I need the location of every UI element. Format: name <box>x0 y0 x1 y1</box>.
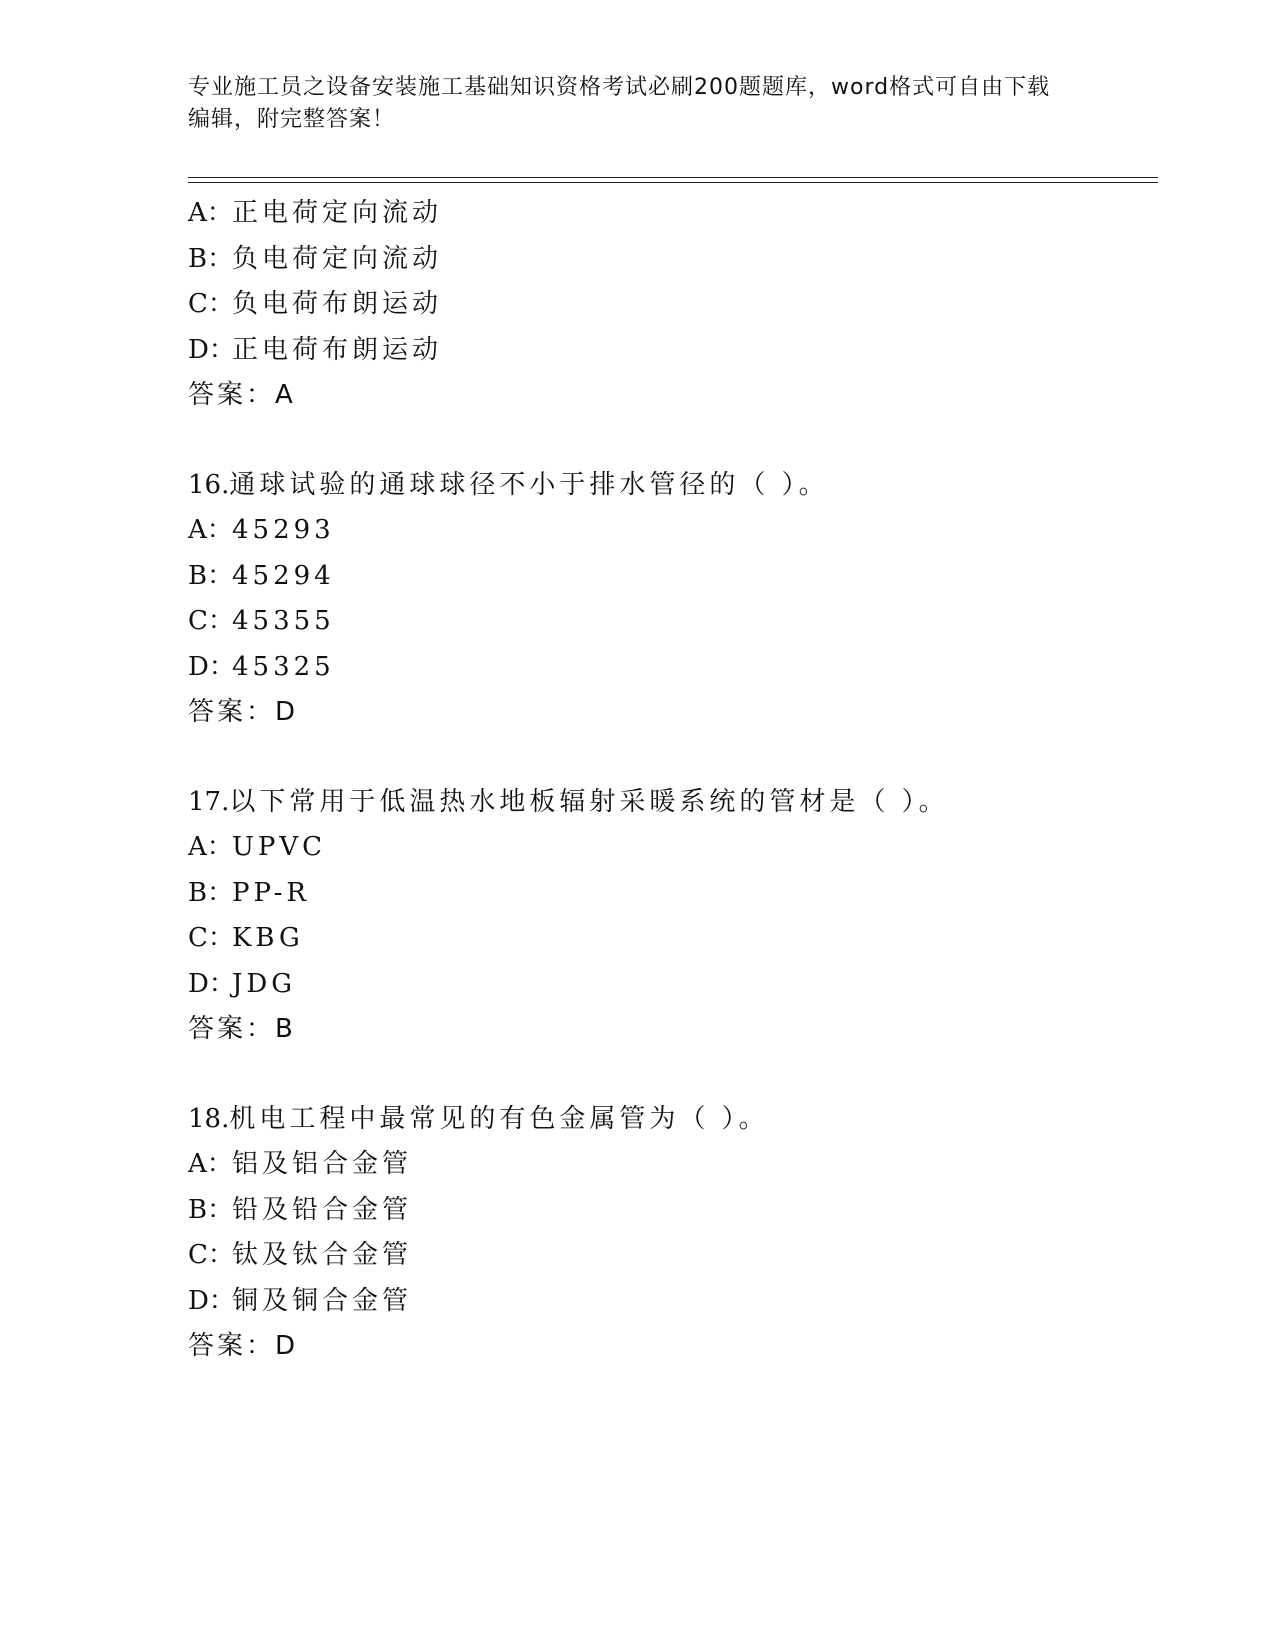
option-c <box>188 916 1158 962</box>
option-key: D： <box>188 651 235 682</box>
question-stem <box>188 780 1158 826</box>
option-text: 负电荷定向流动 <box>232 243 443 274</box>
question-block-16 <box>188 463 1158 736</box>
option-a <box>188 191 1158 237</box>
question-number: 16. <box>188 469 230 500</box>
question-number: 18. <box>188 1103 230 1134</box>
option-b <box>188 1188 1158 1234</box>
option-key: B： <box>188 560 234 591</box>
option-text: 45325 <box>232 651 335 682</box>
option-key: C： <box>188 289 234 319</box>
option-key: C： <box>188 1240 234 1270</box>
question-text: 以下常用于低温热水地板辐射采暖系统的管材是（ ）。 <box>229 786 949 817</box>
question-block-15 <box>188 191 1158 419</box>
header-divider-bottom <box>188 182 1158 183</box>
option-d <box>188 1279 1158 1325</box>
option-text: 正电荷布朗运动 <box>232 334 443 365</box>
question-stem <box>188 1097 1158 1143</box>
answer-line: 答案：B <box>188 1014 296 1044</box>
option-d <box>188 328 1158 374</box>
option-b <box>188 237 1158 283</box>
question-stem <box>188 463 1158 509</box>
option-c <box>188 282 1158 328</box>
question-list <box>188 191 1158 1370</box>
question-text: 通球试验的通球球径不小于排水管径的（ ）。 <box>229 469 829 500</box>
option-key: C： <box>188 923 234 953</box>
document-title: 专业施工员之设备安装施工基础知识资格考试必刷200题题库，word格式可自由下载编辑，附完整答案！ <box>188 75 1051 132</box>
option-text: 负电荷布朗运动 <box>232 289 443 319</box>
option-text: 45294 <box>232 560 335 591</box>
option-d <box>188 645 1158 691</box>
option-text: 铜及铜合金管 <box>232 1285 413 1316</box>
option-key: B： <box>188 877 234 908</box>
answer-line: 答案：D <box>188 697 299 727</box>
option-text: 钛及钛合金管 <box>232 1240 413 1270</box>
option-a <box>188 825 1158 871</box>
option-b <box>188 871 1158 917</box>
option-text: 铝及铝合金管 <box>232 1149 413 1179</box>
answer-line: 答案：D <box>188 1331 299 1361</box>
option-key: D： <box>188 334 235 365</box>
option-text: PP-R <box>232 877 310 908</box>
option-key: A： <box>188 832 233 862</box>
question-block-18 <box>188 1097 1158 1370</box>
option-key: B： <box>188 243 234 274</box>
question-block-17 <box>188 780 1158 1053</box>
option-key: B： <box>188 1194 234 1225</box>
option-d <box>188 962 1158 1008</box>
option-text: 正电荷定向流动 <box>232 198 443 228</box>
question-number: 17. <box>188 786 230 817</box>
question-text: 机电工程中最常见的有色金属管为（ ）。 <box>229 1103 769 1134</box>
option-c <box>188 1233 1158 1279</box>
header-divider-top <box>188 177 1158 178</box>
option-text: 45293 <box>232 515 335 545</box>
option-key: C： <box>188 606 234 636</box>
option-key: D： <box>188 968 235 999</box>
option-text: KBG <box>232 923 304 953</box>
option-text: JDG <box>232 968 297 999</box>
option-text: 铅及铅合金管 <box>232 1194 413 1225</box>
answer-line: 答案：A <box>188 380 296 410</box>
option-a <box>188 1142 1158 1188</box>
option-text: UPVC <box>232 832 327 862</box>
option-text: 45355 <box>232 606 335 636</box>
option-key: D： <box>188 1285 235 1316</box>
option-key: A： <box>188 515 233 545</box>
option-b <box>188 554 1158 600</box>
option-c <box>188 599 1158 645</box>
option-key: A： <box>188 1149 233 1179</box>
option-key: A： <box>188 198 233 228</box>
option-a <box>188 508 1158 554</box>
